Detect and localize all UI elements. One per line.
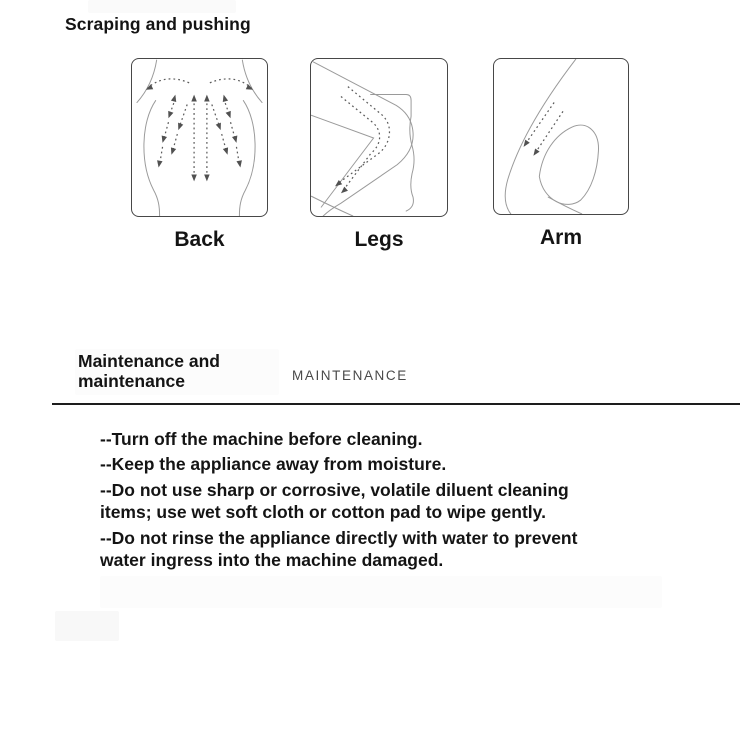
- figure-label-back: Back: [174, 228, 225, 251]
- maintenance-instructions: [100, 428, 680, 574]
- maintenance-heading: Maintenance and maintenance: [78, 351, 220, 391]
- instruction-line: --Do not rinse the appliance directly with water to prevent: [100, 527, 578, 548]
- legs-massage-diagram: [310, 58, 448, 217]
- scan-artifact: [88, 0, 236, 13]
- back-illustration-icon: [132, 59, 267, 216]
- instruction-line: --Do not use sharp or corrosive, volatile diluent cleaning: [100, 479, 569, 500]
- section-divider: [52, 403, 740, 405]
- arm-massage-diagram: [493, 58, 629, 215]
- legs-illustration-icon: [311, 59, 447, 216]
- page-title: Scraping and pushing: [65, 14, 251, 34]
- scan-artifact: [55, 611, 119, 641]
- instruction-item: [100, 453, 680, 475]
- figure-legs: [310, 58, 448, 252]
- instruction-line: items; use wet soft cloth or cotton pad to wipe gently.: [100, 502, 546, 523]
- figure-arm: [493, 58, 629, 250]
- figure-label-arm: Arm: [539, 226, 582, 249]
- figure-label-legs: Legs: [354, 228, 404, 251]
- arm-illustration-icon: [494, 59, 628, 214]
- instruction-line: --Keep the appliance away from moisture.: [100, 454, 447, 475]
- scan-artifact: [100, 576, 662, 608]
- instruction-item: [100, 479, 680, 524]
- instruction-item: [100, 428, 680, 450]
- maintenance-watermark: MAINTENANCE: [292, 368, 408, 383]
- instruction-line: water ingress into the machine damaged.: [100, 550, 444, 571]
- back-massage-diagram: [131, 58, 268, 217]
- instruction-item: [100, 527, 680, 572]
- figure-back: [131, 58, 268, 252]
- instruction-line: --Turn off the machine before cleaning.: [100, 429, 423, 449]
